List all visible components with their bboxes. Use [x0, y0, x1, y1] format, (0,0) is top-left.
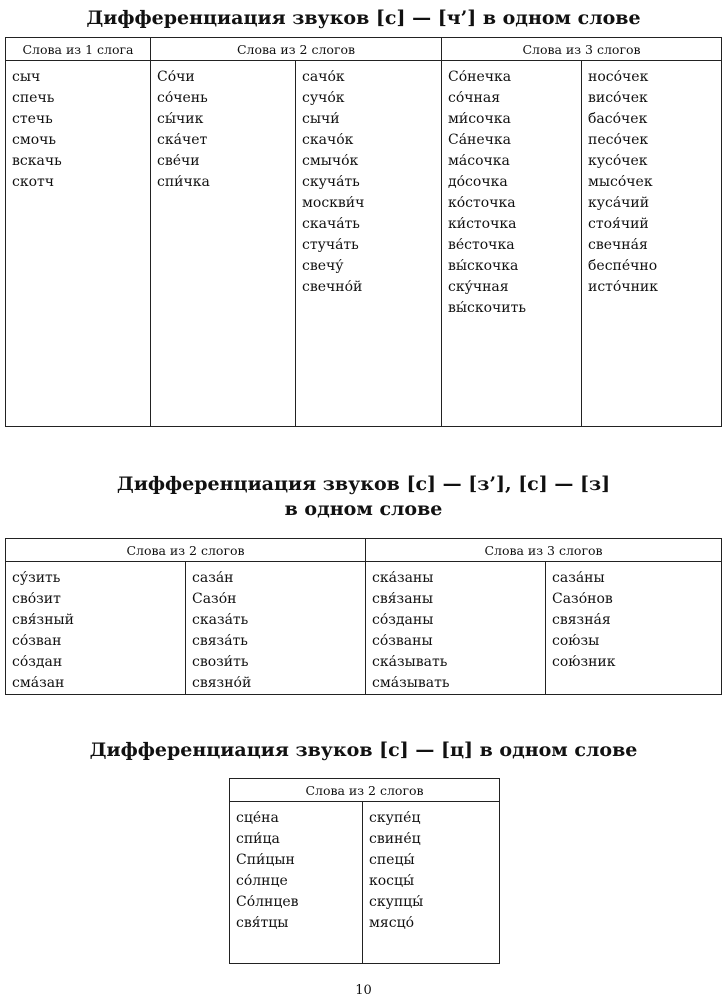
word-column — [230, 802, 363, 964]
word: Сазо́нов — [552, 591, 613, 607]
word: со́здан — [12, 654, 63, 670]
word: стечь — [12, 111, 53, 127]
word: стоя́чий — [588, 216, 649, 232]
word: ска́заны — [372, 570, 434, 586]
word: спи́ца — [236, 831, 280, 847]
word: скача́ть — [302, 216, 360, 232]
word: скупе́ц — [369, 810, 421, 826]
word: Сазо́н — [192, 591, 237, 607]
word: ска́чет — [157, 132, 208, 148]
word: скотч — [12, 174, 55, 190]
word: беспе́чно — [588, 258, 658, 274]
word: сма́зан — [12, 675, 65, 691]
word-column — [151, 61, 296, 427]
word: спецы́ — [369, 852, 415, 868]
header-1-syllable: Слова из 1 слога — [6, 38, 151, 61]
section-2-title-line2: в одном слове — [284, 498, 443, 520]
table-s-z — [5, 538, 722, 695]
word: сказа́ть — [192, 612, 249, 628]
word: со́зданы — [372, 612, 434, 628]
word: москви́ч — [302, 195, 365, 211]
section-1-title: Дифференциация звуков [с] — [ч’] в одном слове — [86, 7, 641, 29]
word: со́чная — [448, 90, 501, 106]
word: вскачь — [12, 153, 62, 169]
word: висо́чек — [588, 90, 648, 106]
word: вы́скочка — [448, 258, 519, 274]
word: смычо́к — [302, 153, 359, 169]
word-column — [546, 562, 722, 695]
word: сачо́к — [302, 69, 345, 85]
word: су́зить — [12, 570, 61, 586]
word: до́сочка — [448, 174, 508, 190]
word: свечу́ — [302, 258, 344, 274]
header-3-syllables: Слова из 3 слогов — [366, 539, 722, 562]
word: исто́чник — [588, 279, 659, 295]
section-2-title-line1: Дифференциация звуков [с] — [з’], [с] — [з] — [116, 473, 611, 495]
word: ми́сочка — [448, 111, 511, 127]
header-2-syllables: Слова из 2 слогов — [6, 539, 366, 562]
word: кусо́чек — [588, 153, 648, 169]
word: мысо́чек — [588, 174, 653, 190]
word: песо́чек — [588, 132, 649, 148]
word-column — [442, 61, 582, 427]
word: свечна́я — [588, 237, 648, 253]
word: спечь — [12, 90, 55, 106]
section-3-title: Дифференциация звуков [с] — [ц] в одном слове — [89, 739, 638, 761]
word: вы́скочить — [448, 300, 526, 316]
word: ве́сточка — [448, 237, 515, 253]
word: Спи́цын — [236, 852, 295, 868]
word: мясцо́ — [369, 915, 414, 931]
word: свине́ц — [369, 831, 421, 847]
word: саза́ны — [552, 570, 605, 586]
word: смочь — [12, 132, 57, 148]
word: сою́зник — [552, 654, 616, 670]
word: скуча́ть — [302, 174, 360, 190]
word-column — [363, 802, 500, 964]
header-3-syllables: Слова из 3 слогов — [442, 38, 722, 61]
word: носо́чек — [588, 69, 649, 85]
word-column — [582, 61, 722, 427]
word: Са́нечка — [448, 132, 512, 148]
word-column — [6, 562, 186, 695]
word: саза́н — [192, 570, 234, 586]
word: связа́ть — [192, 633, 248, 649]
word: скупцы́ — [369, 894, 424, 910]
header-2-syllables: Слова из 2 слогов — [151, 38, 442, 61]
word: со́чень — [157, 90, 208, 106]
page-number: 10 — [355, 983, 372, 998]
word-column — [6, 61, 151, 427]
word: свози́ть — [192, 654, 249, 670]
word: спи́чка — [157, 174, 210, 190]
word: куса́чий — [588, 195, 650, 211]
word-column — [296, 61, 442, 427]
word: сычи́ — [302, 111, 340, 127]
word: Со́лнцев — [236, 894, 299, 910]
word: свя́тцы — [236, 915, 289, 931]
word: сою́зы — [552, 633, 600, 649]
word: сма́зывать — [372, 675, 450, 691]
word: сучо́к — [302, 90, 345, 106]
word: свя́зный — [12, 612, 74, 628]
header-2-syllables: Слова из 2 слогов — [230, 779, 500, 802]
word: скачо́к — [302, 132, 354, 148]
word: сыч — [12, 69, 41, 85]
word: сы́чик — [157, 111, 204, 127]
word: ска́зывать — [372, 654, 448, 670]
word-column — [186, 562, 366, 695]
word: связна́я — [552, 612, 611, 628]
word: связно́й — [192, 675, 252, 691]
word: ко́сточка — [448, 195, 516, 211]
word: ма́сочка — [448, 153, 510, 169]
word: Со́нечка — [448, 69, 512, 85]
word: со́званы — [372, 633, 433, 649]
word: сво́зит — [12, 591, 61, 607]
word: Со́чи — [157, 69, 195, 85]
word: басо́чек — [588, 111, 648, 127]
word: со́лнце — [236, 873, 288, 889]
word: све́чи — [157, 153, 200, 169]
table-s-ch — [5, 37, 722, 427]
table-s-ts — [229, 778, 500, 964]
word: со́зван — [12, 633, 62, 649]
word: сце́на — [236, 810, 279, 826]
word: свя́заны — [372, 591, 434, 607]
word: ску́чная — [448, 279, 509, 295]
word: ки́сточка — [448, 216, 517, 232]
word: стуча́ть — [302, 237, 359, 253]
word-column — [366, 562, 546, 695]
word: косцы́ — [369, 873, 415, 889]
word: свечно́й — [302, 279, 363, 295]
